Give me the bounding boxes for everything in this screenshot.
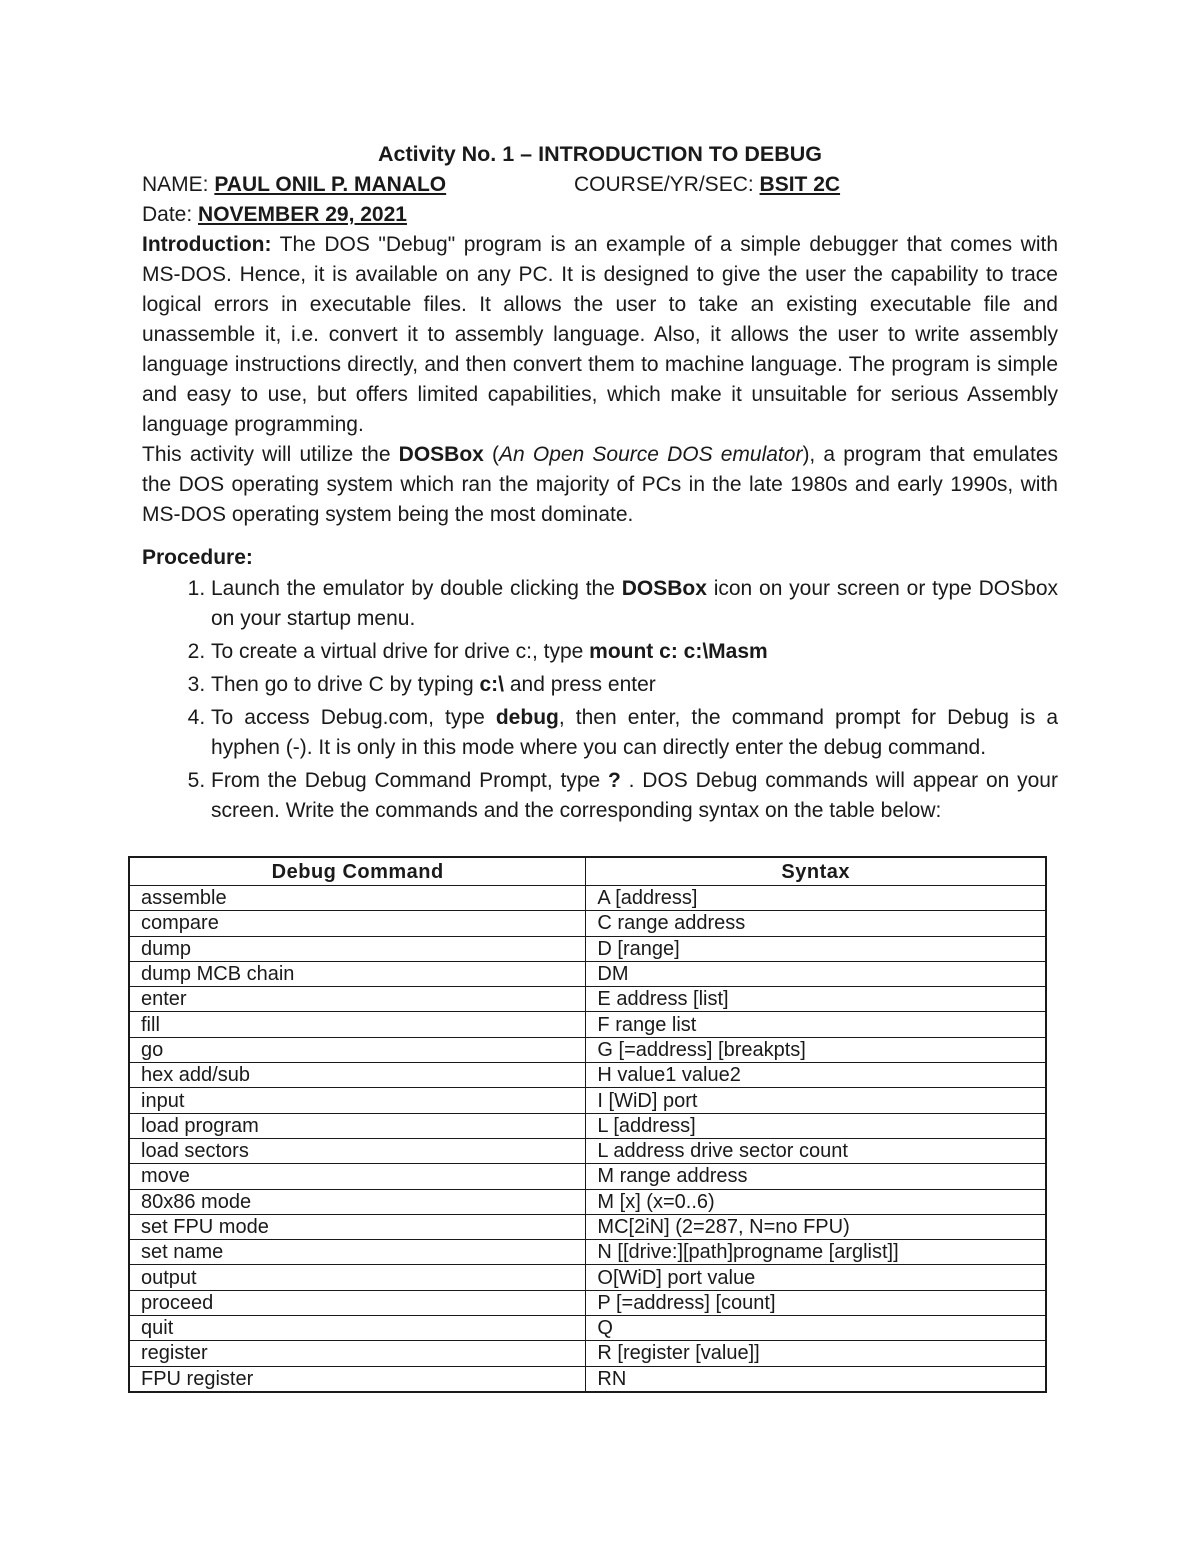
step-bold: ? <box>608 769 621 792</box>
debug-commands-table <box>128 856 1047 1393</box>
step-text: icon on your screen or type DOSbox on your startup menu. <box>211 577 1059 630</box>
step-text: To access Debug.com, type <box>211 706 496 729</box>
table-row <box>129 1164 1046 1189</box>
course-value: BSIT 2C <box>759 173 841 196</box>
syntax-cell: N [[drive:][path]progname [arglist]] <box>586 1240 1046 1265</box>
table-row <box>129 1138 1046 1163</box>
table-row <box>129 1189 1046 1214</box>
step-text: To create a virtual drive for drive c:, type <box>211 640 590 663</box>
syntax-cell: RN <box>586 1366 1046 1392</box>
syntax-cell: M [x] (x=0..6) <box>586 1189 1046 1214</box>
syntax-cell: L [address] <box>586 1113 1046 1138</box>
command-cell: move <box>129 1164 586 1189</box>
step-text: , then enter, the command prompt for Debug is a hyphen (-). It is only in this mode where you can directly enter the debug command. <box>211 706 1058 759</box>
introduction-label: Introduction: <box>142 233 272 256</box>
command-cell: fill <box>129 1012 586 1037</box>
header-syntax: Syntax <box>586 857 1046 886</box>
activity-text-1: This activity will utilize the <box>142 443 399 466</box>
table-row <box>129 1214 1046 1239</box>
step-bold: mount c: c:\Masm <box>589 640 768 663</box>
table-header-row <box>129 857 1046 886</box>
syntax-cell: F range list <box>586 1012 1046 1037</box>
table-row <box>129 987 1046 1012</box>
syntax-cell: MC[2iN] (2=287, N=no FPU) <box>586 1214 1046 1239</box>
table-row <box>129 1290 1046 1315</box>
procedure-step <box>211 703 1058 763</box>
table-row <box>129 1088 1046 1113</box>
table-row <box>129 1037 1046 1062</box>
table-row <box>129 1265 1046 1290</box>
date-label: Date: <box>142 203 199 226</box>
step-bold: DOSBox <box>621 577 707 600</box>
table-row <box>129 1341 1046 1366</box>
date-row <box>142 200 1058 230</box>
command-cell: hex add/sub <box>129 1063 586 1088</box>
step-text: Launch the emulator by double clicking the <box>211 577 622 600</box>
procedure-step <box>211 670 1058 700</box>
command-cell: go <box>129 1037 586 1062</box>
introduction-text: The DOS "Debug" program is an example of a simple debugger that comes with MS-DOS. Hence, it is available on any PC. It is designed to give the user the capability to trace logical errors in executable files. It allows the user to take an existing executable file and unassemble it, i.e. convert it to assembly language. Also, it allows the user to write assembly language instructions directly, and then convert them to machine language. The program is simple and easy to use, but offers limited capabilities, which make it unsuitable for serious Assembly language programming. <box>142 233 1058 436</box>
table-row <box>129 1240 1046 1265</box>
syntax-cell: A [address] <box>586 886 1046 911</box>
table-row <box>129 936 1046 961</box>
procedure-heading: Procedure: <box>142 546 253 569</box>
activity-text-2: ( <box>483 443 500 466</box>
table-row <box>129 1063 1046 1088</box>
activity-dosbox-bold: DOSBox <box>398 443 484 466</box>
syntax-cell: M range address <box>586 1164 1046 1189</box>
page-title: Activity No. 1 – INTRODUCTION TO DEBUG <box>378 142 822 166</box>
table-row <box>129 1113 1046 1138</box>
table-row <box>129 961 1046 986</box>
table-body <box>129 886 1046 1392</box>
command-cell: set name <box>129 1240 586 1265</box>
command-cell: register <box>129 1341 586 1366</box>
command-cell: set FPU mode <box>129 1214 586 1239</box>
activity-emulator-italic: An Open Source DOS emulator <box>499 443 803 466</box>
name-label: NAME: <box>142 173 215 196</box>
activity-text-3: ), a program that emulates the DOS operating system which ran the majority of PCs in the late 1980s and early 1990s, with MS-DOS operating system being the most dominate. <box>142 443 1058 526</box>
course-field <box>574 170 840 200</box>
command-cell: 80x86 mode <box>129 1189 586 1214</box>
command-cell: quit <box>129 1316 586 1341</box>
syntax-cell: L address drive sector count <box>586 1138 1046 1163</box>
step-text: From the Debug Command Prompt, type <box>211 769 608 792</box>
table-row <box>129 1366 1046 1392</box>
header-debug-command: Debug Command <box>129 857 586 886</box>
command-cell: load program <box>129 1113 586 1138</box>
course-label: COURSE/YR/SEC: <box>574 173 760 196</box>
step-text: Then go to drive C by typing <box>211 673 480 696</box>
command-cell: proceed <box>129 1290 586 1315</box>
procedure-step <box>211 574 1058 634</box>
step-bold: debug <box>495 706 559 729</box>
command-cell: output <box>129 1265 586 1290</box>
syntax-cell: DM <box>586 961 1046 986</box>
command-cell: dump <box>129 936 586 961</box>
syntax-cell: H value1 value2 <box>586 1063 1046 1088</box>
syntax-cell: R [register [value]] <box>586 1341 1046 1366</box>
command-cell: load sectors <box>129 1138 586 1163</box>
procedure-step <box>211 766 1058 826</box>
step-text: and press enter <box>504 673 656 696</box>
syntax-cell: C range address <box>586 911 1046 936</box>
command-cell: compare <box>129 911 586 936</box>
activity-paragraph <box>142 440 1058 530</box>
command-cell: FPU register <box>129 1366 586 1392</box>
table-row <box>129 1316 1046 1341</box>
date-value: NOVEMBER 29, 2021 <box>198 203 407 226</box>
syntax-cell: D [range] <box>586 936 1046 961</box>
syntax-cell: O[WiD] port value <box>586 1265 1046 1290</box>
procedure-step <box>211 637 1058 667</box>
name-course-row <box>142 170 1058 200</box>
document-page <box>142 138 1058 829</box>
step-text: . DOS Debug commands will appear on your screen. Write the commands and the corresponding syntax on the table below: <box>211 769 1058 822</box>
syntax-cell: P [=address] [count] <box>586 1290 1046 1315</box>
syntax-cell: I [WiD] port <box>586 1088 1046 1113</box>
table-row <box>129 911 1046 936</box>
introduction-paragraph <box>142 230 1058 440</box>
procedure-list <box>142 574 1058 826</box>
command-cell: enter <box>129 987 586 1012</box>
command-cell: dump MCB chain <box>129 961 586 986</box>
name-value: PAUL ONIL P. MANALO <box>214 173 447 196</box>
table-row <box>129 1012 1046 1037</box>
syntax-cell: E address [list] <box>586 987 1046 1012</box>
table-row <box>129 886 1046 911</box>
syntax-cell: G [=address] [breakpts] <box>586 1037 1046 1062</box>
step-bold: c:\ <box>479 673 504 696</box>
command-cell: assemble <box>129 886 586 911</box>
syntax-cell: Q <box>586 1316 1046 1341</box>
command-cell: input <box>129 1088 586 1113</box>
